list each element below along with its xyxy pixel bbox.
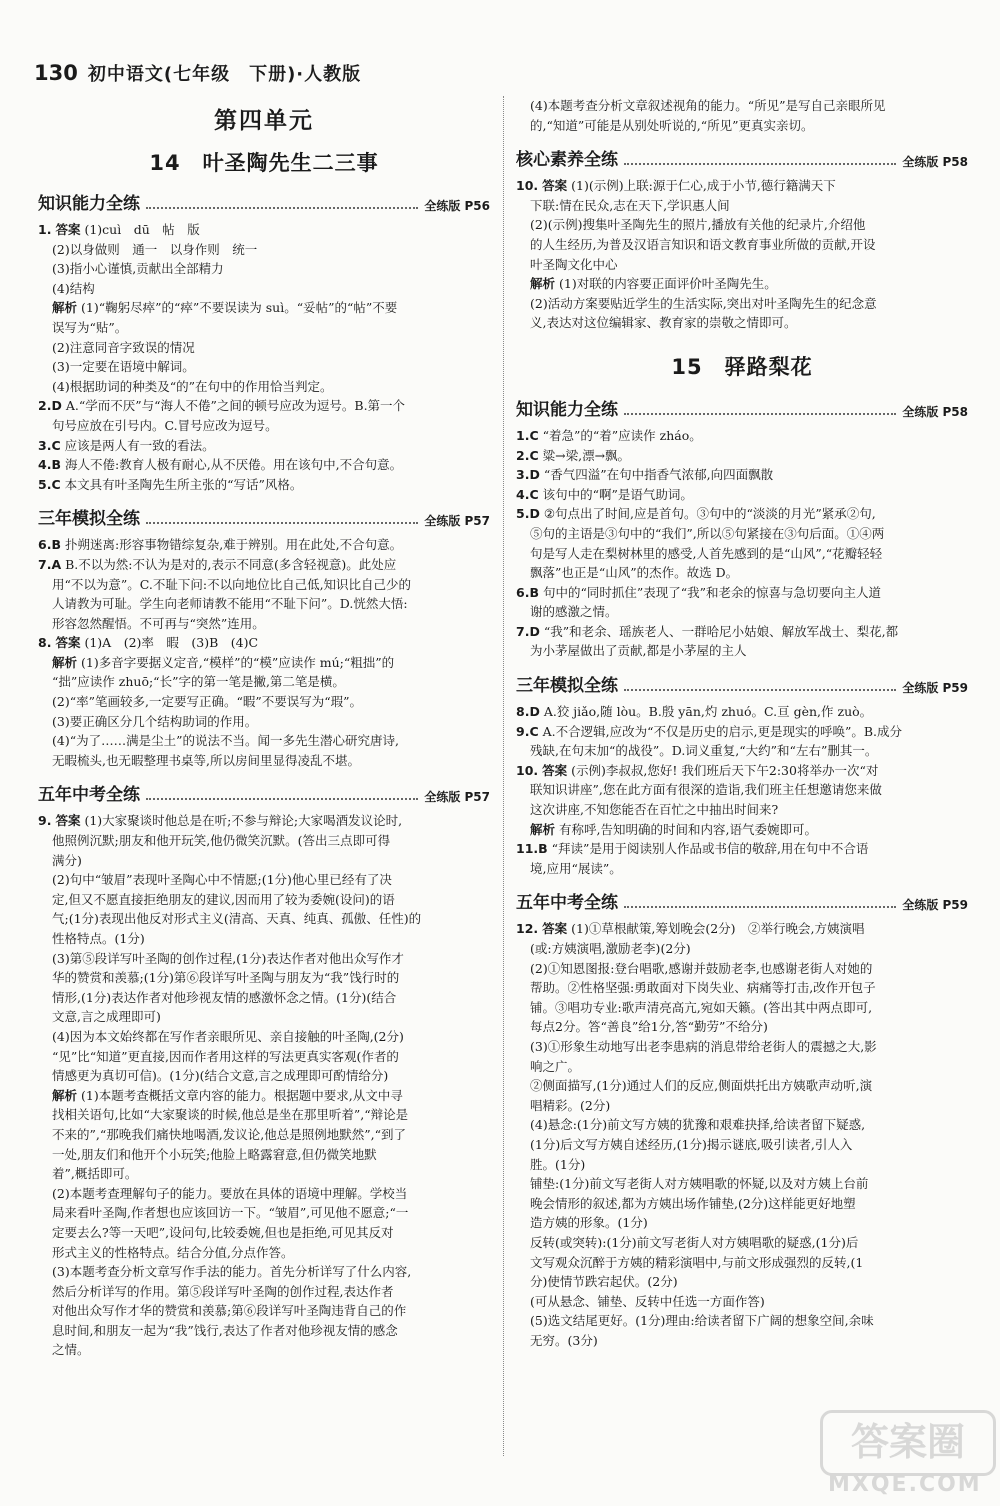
- answer-line: [38, 1145, 490, 1165]
- answer-text: (3)第⑤段详写叶圣陶的创作过程,(1分)表达作者对他出众写作才: [52, 950, 404, 966]
- answer-line: [38, 988, 490, 1008]
- answer-line: [516, 1233, 968, 1253]
- answer-text: ⑤句的主语是③句中的“我们”,所以⑤句紧接在③句后面。①④两: [530, 525, 885, 541]
- question-number: 5.D: [516, 506, 540, 522]
- answer-line: [516, 1174, 968, 1194]
- answer-line: [516, 820, 968, 840]
- question-number: 1.: [38, 222, 52, 237]
- answer-line: [38, 929, 490, 949]
- answer-line: [516, 485, 968, 505]
- answer-line: [516, 1096, 968, 1116]
- section-leader-dots: [624, 906, 896, 908]
- answer-text: 帮助。②性格坚强:勇敢面对下岗失业、病痛等打击,改作开包子: [530, 980, 876, 996]
- answer-tag: 答案: [542, 178, 568, 194]
- watermark-seal: 答案圈: [820, 1410, 996, 1476]
- answer-line: [516, 998, 968, 1018]
- answer-line: [38, 1164, 490, 1184]
- answer-text: 有称呼,告知明确的时间和内容,语气委婉即可。: [559, 821, 817, 837]
- question-number: 7.D: [516, 623, 540, 639]
- question-number: 8.: [38, 635, 52, 651]
- section-title: 三年模拟全练: [38, 509, 140, 530]
- answer-tag: 答案: [55, 222, 81, 237]
- answer-line: [38, 1125, 490, 1145]
- left-column: [38, 96, 490, 1360]
- answer-line: [38, 1223, 490, 1243]
- answer-line: [38, 731, 490, 751]
- right-sections-b: [516, 395, 968, 1351]
- answer-tag: 解析: [52, 300, 78, 316]
- answer-line: [38, 692, 490, 712]
- answer-text: (4)悬念:(1分)前文写方姨的犹豫和艰难抉择,给读者留下疑惑,: [530, 1117, 866, 1133]
- answer-tag: 解析: [530, 276, 556, 292]
- answer-line: [38, 240, 490, 260]
- answer-line: [516, 1292, 968, 1312]
- answer-text: (2)本题考查理解句子的能力。要放在具体的语境中理解。学校当: [52, 1185, 408, 1201]
- answer-line: [38, 1105, 490, 1125]
- answer-line: [516, 959, 968, 979]
- answer-line: [516, 1017, 968, 1037]
- answer-text: (2)(示例)搜集叶圣陶先生的照片,播放有关他的纪录片,介绍他: [530, 217, 866, 233]
- answer-line: [516, 426, 968, 446]
- answer-line: [38, 1027, 490, 1047]
- answer-line: [38, 890, 490, 910]
- answer-line: [516, 919, 968, 939]
- answer-text: “见”比“知道”更直接,因而作者用这样的写法更真实客观(作者的: [52, 1048, 399, 1064]
- answer-line: [38, 377, 490, 397]
- answer-text: (1)①草根献策,筹划晚会(2分) ②举行晚会,方姨演唱: [571, 921, 865, 937]
- exercise-section: [516, 671, 968, 878]
- answer-line: [38, 870, 490, 890]
- exercise-section: [38, 504, 490, 770]
- answer-text: 铺。③唱功专业:歌声清亮高亢,宛如天籁。(答出其中两点即可,: [530, 999, 873, 1015]
- question-number: 10.: [516, 762, 539, 778]
- answer-line: [38, 594, 490, 614]
- answer-line: [38, 1066, 490, 1086]
- answer-line: [516, 544, 968, 564]
- section-title: 核心素养全练: [516, 150, 618, 171]
- answer-line: [516, 622, 968, 642]
- answer-line: [516, 641, 968, 661]
- answer-text: 气;(1分)表现出他反对形式主义(清高、天真、纯真、孤傲、任性)的: [52, 911, 422, 927]
- answer-text: (可从悬念、铺垫、反转中任选一方面作答): [530, 1293, 765, 1309]
- answer-text: 误写为“贴”。: [52, 319, 128, 335]
- answer-line: [38, 653, 490, 673]
- section-page-ref: 全练版 P57: [424, 790, 490, 805]
- answer-text: A.不合逻辑,应改为“不仅是历史的启示,更是现实的呼唤”。B.成分: [542, 723, 903, 739]
- answer-text: ②侧面描写,(1分)通过人们的反应,侧面烘托出方姨歌声动听,演: [530, 1078, 873, 1094]
- answer-text: 文意,言之成理即可): [52, 1009, 161, 1025]
- answer-text: (或:方姨演唱,激励老李)(2分): [530, 941, 691, 956]
- question-number: 8.D: [516, 704, 540, 720]
- answer-line: [38, 1301, 490, 1321]
- answer-text: (1分)后文写方姨自述经历,(1分)揭示谜底,吸引读者,引人入: [530, 1136, 853, 1152]
- answer-tag: 答案: [542, 762, 568, 778]
- answer-line: [516, 235, 968, 255]
- section-page-ref: 全练版 P57: [424, 514, 490, 529]
- section-header: [38, 780, 490, 805]
- lesson-title: 14 叶圣陶先生二三事: [149, 151, 379, 175]
- answer-text: (4)结构: [52, 280, 95, 296]
- right-column: [516, 96, 968, 1350]
- answer-line: [516, 196, 968, 216]
- section-leader-dots: [146, 798, 418, 800]
- answer-line: [38, 751, 490, 771]
- question-number: 3.C: [38, 437, 61, 453]
- answer-text: “香气四溢”在句中指香气浓郁,向四面飘散: [543, 467, 774, 483]
- answer-line: [516, 1331, 968, 1351]
- answer-line: [38, 436, 490, 456]
- answer-line: [38, 851, 490, 871]
- answer-text: (1)cuì dū 帖 版: [84, 222, 200, 237]
- question-number: 5.C: [38, 476, 61, 492]
- answer-line: [38, 811, 490, 831]
- section-leader-dots: [624, 413, 896, 415]
- answer-line: [38, 298, 490, 318]
- answer-text: 定要去么?等一天吧”,设问句,比较委婉,但也是拒绝,可见其反对: [52, 1224, 394, 1240]
- section-title: 三年模拟全练: [516, 676, 618, 697]
- question-number: 9.: [38, 813, 52, 829]
- answer-text: 无穷。(3分): [530, 1332, 598, 1348]
- answer-text: 情形,(1分)表达作者对他珍视友情的感激怀念之情。(1分)(结合: [52, 989, 397, 1005]
- section-page-ref: 全练版 P58: [902, 404, 968, 419]
- answer-line: [516, 1037, 968, 1057]
- answer-text: 境,应用“展读”。: [530, 860, 622, 876]
- answer-text: (1)A (2)率 暇 (3)B (4)C: [84, 635, 259, 651]
- answer-text: 华的赞赏和羡慕;(1分)第⑥段详写叶圣陶与朋友为“我”饯行时的: [52, 970, 400, 986]
- exercise-section: [516, 888, 968, 1350]
- answer-text: 分)使情节跌宕起伏。(2分): [530, 1274, 678, 1290]
- answer-line: [38, 1203, 490, 1223]
- answer-text: 对他出众写作才华的赞赏和羡慕;第⑥段详写叶圣陶违背自己的作: [52, 1303, 407, 1319]
- answer-line: [516, 741, 968, 761]
- answer-text: 形式主义的性格特点。结合分值,分点作答。: [52, 1244, 294, 1260]
- answer-line: [38, 1243, 490, 1263]
- answer-line: [516, 274, 968, 294]
- answer-text: “拜读”是用于阅读别人作品或书信的敬辞,用在句中不合语: [551, 841, 869, 857]
- answer-text: 情感更为真切可信)。(1分)(结合文意,言之成理即可酌情给分): [52, 1068, 389, 1084]
- answer-line: [38, 455, 490, 475]
- answer-text: 晚会情形的叙述,都为方姨出场作铺垫,(2分)这样能更好地塑: [530, 1195, 856, 1211]
- section-leader-dots: [624, 163, 896, 165]
- answer-line: [38, 1321, 490, 1341]
- answer-line: [38, 831, 490, 851]
- answer-text: 定,但又不愿直接拒绝朋友的建议,因而用了较为委婉(设问)的语: [52, 891, 395, 907]
- section-leader-dots: [146, 522, 418, 524]
- answer-text: 粱→梁,漂→飘。: [542, 447, 631, 463]
- answer-line: [516, 800, 968, 820]
- question-number: 11.B: [516, 841, 548, 857]
- answer-text: 不来的”,“那晚我们痛快地喝酒,发议论,他总是照例地默然”,“到了: [52, 1126, 406, 1142]
- answer-line: [38, 259, 490, 279]
- answer-tag: 解析: [52, 1087, 78, 1103]
- answer-text: (1)(示例)上联:源于仁心,成于小节,德行籍满天下: [571, 178, 836, 194]
- answer-text: (3)本题考查分析文章写作手法的能力。首先分析详写了什么内容,: [52, 1264, 412, 1280]
- watermark-logo: [820, 1410, 990, 1500]
- answer-text: (5)选文结尾更好。(1分)理由:给读者留下广阔的想象空间,余味: [530, 1313, 874, 1329]
- answer-line: [38, 1282, 490, 1302]
- answer-line: [38, 1047, 490, 1067]
- answer-text: 响之广。: [530, 1058, 581, 1074]
- answer-line: [38, 555, 490, 575]
- left-sections: [38, 189, 490, 1360]
- section-header: [516, 888, 968, 913]
- answer-line: [38, 279, 490, 299]
- answer-text: (1)大家聚谈时他总是在听;不参与辩论;大家喝酒发议论时,: [84, 813, 403, 829]
- answer-text: 造方姨的形象。(1分): [530, 1215, 648, 1231]
- question-number: 4.B: [38, 457, 61, 473]
- question-number: 2.D: [38, 398, 62, 414]
- answer-text: (2)①知恩图报:登台唱歌,感谢并鼓励老李,也感谢老街人对她的: [530, 960, 873, 976]
- answer-text: 然后分析详写的作用。第⑤段详写叶圣陶的创作过程,表达作者: [52, 1283, 394, 1299]
- answer-line: [516, 602, 968, 622]
- answer-text: B.不以为然:不认为是对的,表示不同意(多含轻视意)。此处应: [65, 556, 397, 572]
- answer-line: [516, 176, 968, 196]
- answer-line: [516, 1213, 968, 1233]
- answer-text: (1)“鞠躬尽瘁”的“瘁”不要误读为 suì。“妥帖”的“帖”不要: [81, 300, 398, 316]
- answer-text: 找相关语句,比如“大家聚谈的时候,他总是坐在那里听着”,“辩论是: [52, 1107, 409, 1123]
- section-page-ref: 全练版 P59: [902, 898, 968, 913]
- answer-text: 飘落”也正是“山风”的杰作。故选 D。: [530, 565, 739, 581]
- answer-text: 人请教为可耻。学生向老师请教不能用“不耻下问”。D.恍然大悟:: [52, 596, 408, 612]
- answer-text: 他照例沉默;朋友和他开玩笑,他仍微笑沉默。(答出三点即可得: [52, 833, 391, 849]
- answer-text: 着”,概括即可。: [52, 1166, 138, 1182]
- answer-text: (1)本题考查概括文章内容的能力。根据题中要求,从文中寻: [81, 1087, 403, 1103]
- answer-line: [38, 357, 490, 377]
- answer-line: [38, 475, 490, 495]
- question-number: 4.C: [516, 486, 539, 502]
- answer-text: 该句中的“啊”是语气助词。: [542, 486, 693, 502]
- answer-text: (2)句中“皱眉”表现叶圣陶心中不情愿;(1分)他心里已经有了决: [52, 872, 392, 888]
- answer-line: [38, 535, 490, 555]
- answer-line: [516, 939, 968, 959]
- answer-text: (4)“为了……满是尘土”的说法不当。闻一多先生潜心研究唐诗,: [52, 733, 399, 749]
- question-number: 6.B: [38, 537, 61, 553]
- question-number: 7.A: [38, 556, 62, 572]
- answer-text: ②句点出了时间,应是首句。③句中的“淡淡的月光”紧承②句,: [543, 506, 876, 522]
- unit-title: 第四单元: [214, 108, 314, 134]
- section-header: [516, 671, 968, 696]
- answer-text: 谢的感激之情。: [530, 604, 618, 620]
- answer-line: [516, 504, 968, 524]
- page-header: [34, 56, 361, 90]
- answer-line: [38, 1086, 490, 1106]
- answer-line: [38, 1262, 490, 1282]
- answer-tag: 解析: [530, 821, 556, 837]
- answer-text: (3)一定要在语境中解词。: [52, 359, 195, 375]
- answer-line: [38, 614, 490, 634]
- answer-text: (4)本题考查分析文章叙述视角的能力。“所见”是写自己亲眼所见: [530, 98, 886, 113]
- answer-line: [38, 1340, 490, 1360]
- answer-text: (3)指小心谨慎,贡献出全部精力: [52, 261, 224, 277]
- watermark-url: MXQE.COM: [828, 1472, 982, 1497]
- answer-line: [516, 255, 968, 275]
- answer-line: [516, 1253, 968, 1273]
- answer-line: [516, 1135, 968, 1155]
- section-page-ref: 全练版 P56: [424, 199, 490, 213]
- exercise-section: [516, 145, 968, 333]
- answer-line: [516, 839, 968, 859]
- answer-text: (2)以身做则 通一 以身作则 统一: [52, 241, 258, 257]
- answer-text: 一处,朋友们和他开个小玩笑;他脸上略露窘意,但仍微笑地默: [52, 1146, 377, 1162]
- answer-line: [38, 712, 490, 732]
- answer-text: 唱精彩。(2分): [530, 1097, 611, 1113]
- answer-line: [516, 116, 968, 136]
- exercise-section: [38, 189, 490, 494]
- answer-text: 文写观众沉醉于方姨的精彩演唱中,与前文形成强烈的反转,(1: [530, 1254, 864, 1270]
- answer-line: [516, 215, 968, 235]
- section-header: [38, 504, 490, 529]
- exercise-section: [516, 395, 968, 661]
- answer-line: [38, 1007, 490, 1027]
- answer-text: (1)对联的内容要正面评价叶圣陶先生。: [559, 276, 777, 292]
- answer-line: [516, 1272, 968, 1292]
- section-header: [38, 189, 490, 214]
- answer-text: 之情。: [52, 1342, 90, 1358]
- answer-tag: 答案: [542, 921, 568, 937]
- answer-line: [38, 575, 490, 595]
- answer-text: 下联:情在民众,志在天下,学识惠人间: [530, 197, 730, 213]
- lesson-title-15: 15 驿路梨花: [671, 354, 813, 379]
- answer-tag: 答案: [55, 813, 81, 829]
- answer-line: [516, 1076, 968, 1096]
- answer-line: [516, 722, 968, 742]
- answer-tag: 答案: [55, 635, 81, 651]
- answer-line: [516, 978, 968, 998]
- answer-text: (2)“率”笔画较多,一定要写正确。“暇”不要误写为“瑕”。: [52, 694, 363, 710]
- column-divider: [503, 96, 504, 1456]
- page-number: 130: [34, 61, 78, 85]
- answer-text: (示例)李叔叔,您好! 我们班后天下午2:30将举办一次“对: [571, 762, 879, 778]
- answer-line: [38, 909, 490, 929]
- answer-text: 为小茅屋做出了贡献,都是小茅屋的主人: [530, 643, 747, 659]
- answer-text: 形容忽然醒悟。不可再与“突然”连用。: [52, 615, 265, 631]
- answer-text: “我”和老余、瑶族老人、一群哈尼小姑娘、解放军战士、梨花,都: [543, 623, 899, 639]
- answer-text: (3)要正确区分几个结构助词的作用。: [52, 713, 258, 729]
- answer-text: 本文具有叶圣陶先生所主张的“写话”风格。: [64, 476, 303, 492]
- answer-text: 局来看叶圣陶,作者想也应该回访一下。“皱眉”,可见他不愿意;“一: [52, 1205, 409, 1221]
- answer-line: [516, 446, 968, 466]
- answer-text: 联知识讲座”,您在此方面有很深的造诣,我们班主任想邀请您来做: [530, 782, 882, 798]
- answer-text: 用“不以为意”。C.不耻下问:不以向地位比自己低,知识比自己少的: [52, 576, 412, 592]
- answer-line: [516, 1155, 968, 1175]
- section-title: 知识能力全练: [38, 194, 140, 214]
- answer-text: 的人生经历,为普及汉语言知识和语文教育事业所做的贡献,开设: [530, 236, 876, 252]
- answer-line: [38, 338, 490, 358]
- answer-text: 应该是两人有一致的看法。: [64, 437, 215, 453]
- answer-text: 义,表达对这位编辑家、教育家的崇敬之情即可。: [530, 315, 797, 331]
- right-intro: [516, 96, 968, 135]
- answer-line: [38, 416, 490, 436]
- section-header: [516, 395, 968, 420]
- answer-line: [516, 563, 968, 583]
- section-page-ref: 全练版 P59: [902, 681, 968, 696]
- answer-text: 这次讲座,不知您能否在百忙之中抽出时间来?: [530, 802, 779, 818]
- answer-text: 满分): [52, 852, 82, 868]
- answer-text: 胜。(1分): [530, 1156, 586, 1172]
- answer-line: [38, 633, 490, 653]
- book-title: 初中语文(七年级 下册)·人教版: [87, 64, 362, 85]
- answer-line: [516, 1311, 968, 1331]
- answer-line: [38, 1184, 490, 1204]
- answer-text: 无暇梳头,也无暇整理书桌等,所以房间里显得凌乱不堪。: [52, 752, 360, 768]
- right-sections-a: [516, 145, 968, 333]
- answer-text: A.“学而不厌”与“海人不倦”之间的顿号应改为逗号。B.第一个: [65, 398, 406, 414]
- question-number: 12.: [516, 921, 539, 937]
- answer-text: A.狡 jiǎo,随 lòu。B.殷 yān,灼 zhuó。C.亘 gèn,作 zuò。: [543, 704, 873, 720]
- answer-text: 句是写人走在梨树林里的感受,人首先感到的是“山风”,“花瓣轻轻: [530, 545, 883, 561]
- answer-text: (4)因为本文始终都在写作者亲眼所见、亲自接触的叶圣陶,(2分): [52, 1028, 404, 1044]
- answer-line: [516, 313, 968, 333]
- question-number: 1.C: [516, 427, 539, 443]
- answer-line: [516, 761, 968, 781]
- answer-line: [38, 220, 490, 240]
- answer-line: [38, 949, 490, 969]
- answer-line: [516, 1057, 968, 1077]
- answer-line: [516, 1115, 968, 1135]
- answer-text: 句号应放在引号内。C.冒号应改为逗号。: [52, 417, 278, 433]
- answer-line: [516, 780, 968, 800]
- section-title: 五年中考全练: [516, 893, 618, 914]
- answer-line: [516, 465, 968, 485]
- answer-line: [516, 1194, 968, 1214]
- answer-text: 海人不倦:教育人极有耐心,从不厌倦。用在该句中,不合句意。: [64, 457, 403, 473]
- answer-text: 每点2分。答“善良”给1分,答“勤劳”不给分): [530, 1019, 768, 1035]
- answer-text: 残缺,在句末加“的战役”。D.词义重复,“大约”和“左右”删其一。: [530, 743, 878, 759]
- answer-line: [38, 968, 490, 988]
- answer-text: (4)根据助词的种类及“的”在句中的作用恰当判定。: [52, 378, 333, 394]
- answer-text: (2)注意同音字致误的情况: [52, 339, 195, 355]
- answer-line: [38, 396, 490, 416]
- question-number: 2.C: [516, 447, 539, 463]
- answer-text: (2)活动方案要贴近学生的生活实际,突出对叶圣陶先生的纪念意: [530, 295, 877, 311]
- question-number: 9.C: [516, 723, 539, 739]
- section-title: 五年中考全练: [38, 785, 140, 806]
- question-number: 6.B: [516, 584, 539, 600]
- answer-tag: 解析: [52, 654, 78, 670]
- question-number: 10.: [516, 178, 539, 194]
- answer-line: [516, 583, 968, 603]
- answer-text: (1)多音字要据义定音,“模样”的“模”应读作 mú;“粗拙”的: [81, 654, 395, 670]
- answer-text: 息时间,和朋友一起为“我”饯行,表达了作者对他珍视友情的感念: [52, 1322, 398, 1338]
- answer-line: [516, 96, 968, 116]
- question-number: 3.D: [516, 467, 540, 483]
- answer-text: “着急”的“着”应读作 zháo。: [542, 427, 702, 443]
- answer-text: 叶圣陶文化中心: [530, 256, 618, 272]
- answer-line: [516, 524, 968, 544]
- answer-text: 的,“知道”可能是从别处听说的,“所见”更真实亲切。: [530, 117, 814, 133]
- answer-text: (3)①形象生动地写出老李患病的消息带给老街人的震撼之大,影: [530, 1038, 877, 1054]
- answer-text: 性格特点。(1分): [52, 931, 145, 946]
- section-leader-dots: [624, 689, 896, 691]
- answer-text: 铺垫:(1分)前文写老街人对方姨唱歌的怀疑,以及对方姨上台前: [530, 1176, 869, 1192]
- answer-line: [516, 294, 968, 314]
- answer-text: 句中的“同时抓住”表现了“我”和老余的惊喜与急切要向主人道: [542, 584, 882, 600]
- answer-text: 扑朔迷离:形容事物错综复杂,难于辨别。用在此处,不合句意。: [64, 537, 403, 553]
- answer-line: [38, 318, 490, 338]
- section-leader-dots: [146, 207, 418, 209]
- answer-text: “拙”应读作 zhuō;“长”字的第一笔是撇,第二笔是横。: [52, 674, 345, 690]
- answer-line: [38, 672, 490, 692]
- answer-text: 反转(或突转):(1分)前文写老街人对方姨唱歌的疑惑,(1分)后: [530, 1234, 859, 1250]
- section-title: 知识能力全练: [516, 399, 618, 420]
- answer-line: [516, 702, 968, 722]
- section-page-ref: 全练版 P58: [902, 155, 968, 170]
- answer-line: [516, 859, 968, 879]
- exercise-section: [38, 780, 490, 1360]
- section-header: [516, 145, 968, 170]
